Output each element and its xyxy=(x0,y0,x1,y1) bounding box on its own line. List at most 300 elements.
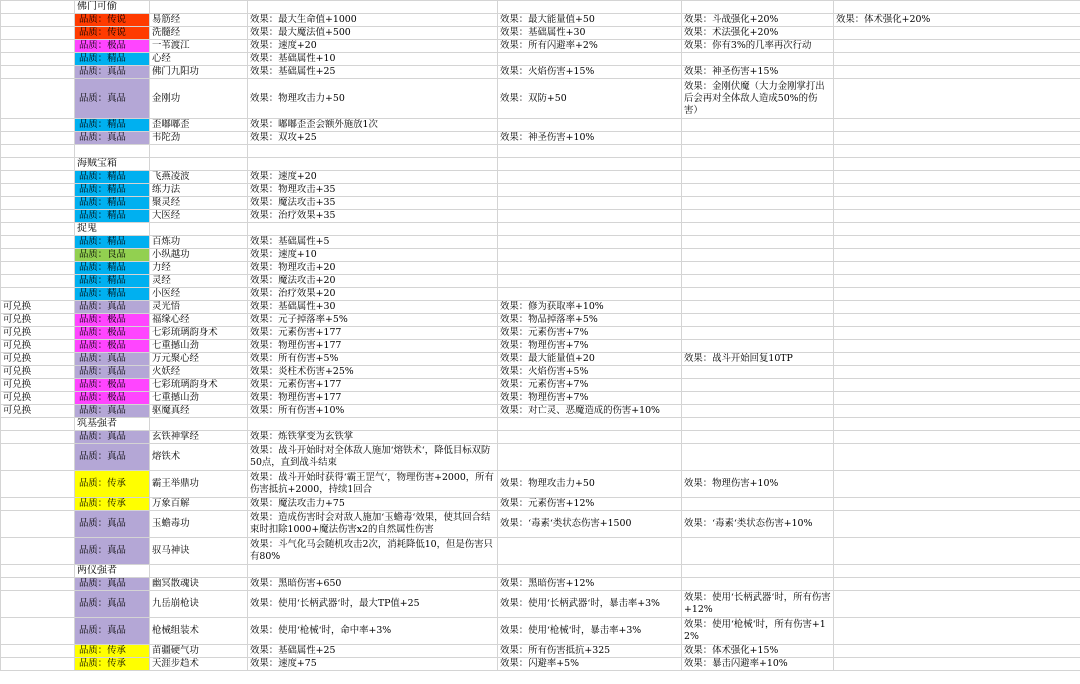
effect-cell-1[interactable]: 效果：物理伤害+177 xyxy=(248,340,498,353)
effect-cell-4[interactable] xyxy=(834,538,1080,565)
effect-cell-1[interactable]: 效果：双攻+25 xyxy=(248,132,498,145)
quality-cell[interactable]: 品质：真品 xyxy=(75,431,150,444)
effect-cell-3[interactable] xyxy=(682,210,834,223)
cell-prefix[interactable] xyxy=(1,132,75,145)
cell-empty[interactable] xyxy=(682,1,834,14)
effect-cell-4[interactable] xyxy=(834,288,1080,301)
quality-cell[interactable]: 品质：传承 xyxy=(75,471,150,498)
effect-cell-1[interactable]: 效果：元素伤害+177 xyxy=(248,379,498,392)
quality-cell[interactable]: 品质：真品 xyxy=(75,578,150,591)
effect-cell-4[interactable] xyxy=(834,645,1080,658)
cell-empty[interactable] xyxy=(248,145,498,158)
effect-cell-3[interactable]: 效果：术法强化+20% xyxy=(682,27,834,40)
cell-prefix[interactable] xyxy=(1,236,75,249)
cell-empty[interactable] xyxy=(248,158,498,171)
cell-empty[interactable] xyxy=(150,565,248,578)
effect-cell-3[interactable] xyxy=(682,538,834,565)
skill-name-cell[interactable]: 歪嘟嘟歪 xyxy=(150,119,248,132)
cell-prefix[interactable] xyxy=(1,288,75,301)
effect-cell-2[interactable]: 效果：使用‘枪械‘时，暴击率+3% xyxy=(498,618,682,645)
cell-prefix[interactable]: 可兑换 xyxy=(1,405,75,418)
quality-cell[interactable]: 品质：真品 xyxy=(75,66,150,79)
effect-cell-4[interactable] xyxy=(834,340,1080,353)
effect-cell-4[interactable] xyxy=(834,53,1080,66)
cell-prefix[interactable]: 可兑换 xyxy=(1,353,75,366)
quality-cell[interactable]: 品质：真品 xyxy=(75,618,150,645)
effect-cell-4[interactable] xyxy=(834,618,1080,645)
effect-cell-4[interactable] xyxy=(834,498,1080,511)
cell-empty[interactable] xyxy=(150,223,248,236)
effect-cell-1[interactable]: 效果：魔法攻击+35 xyxy=(248,197,498,210)
cell-prefix[interactable] xyxy=(1,1,75,14)
skill-name-cell[interactable]: 福缘心经 xyxy=(150,314,248,327)
quality-cell[interactable]: 品质：传承 xyxy=(75,658,150,671)
skill-name-cell[interactable]: 百炼功 xyxy=(150,236,248,249)
effect-cell-4[interactable] xyxy=(834,444,1080,471)
quality-cell[interactable]: 品质：精品 xyxy=(75,262,150,275)
cell-prefix[interactable]: 可兑换 xyxy=(1,314,75,327)
cell-prefix[interactable]: 可兑换 xyxy=(1,379,75,392)
skill-name-cell[interactable]: 驱魔真经 xyxy=(150,405,248,418)
effect-cell-2[interactable]: 效果：元素伤害+7% xyxy=(498,327,682,340)
skill-name-cell[interactable]: 驭马神诀 xyxy=(150,538,248,565)
effect-cell-2[interactable] xyxy=(498,197,682,210)
quality-cell[interactable]: 品质：精品 xyxy=(75,184,150,197)
effect-cell-2[interactable] xyxy=(498,210,682,223)
skill-name-cell[interactable]: 聚灵经 xyxy=(150,197,248,210)
cell-empty[interactable] xyxy=(834,565,1080,578)
cell-prefix[interactable] xyxy=(1,40,75,53)
effect-cell-2[interactable]: 效果：最大能量值+50 xyxy=(498,14,682,27)
skill-name-cell[interactable]: 万元聚心经 xyxy=(150,353,248,366)
cell-prefix[interactable] xyxy=(1,14,75,27)
quality-cell[interactable]: 品质：极品 xyxy=(75,327,150,340)
effect-cell-4[interactable] xyxy=(834,262,1080,275)
effect-cell-1[interactable]: 效果：战斗开始时获得‘霸王罡气‘，物理伤害+2000，所有伤害抵抗+2000，持续1回合 xyxy=(248,471,498,498)
skill-name-cell[interactable]: 九岳崩枪诀 xyxy=(150,591,248,618)
effect-cell-4[interactable] xyxy=(834,392,1080,405)
quality-cell[interactable]: 品质：极品 xyxy=(75,40,150,53)
skill-name-cell[interactable]: 七重撼山劲 xyxy=(150,392,248,405)
effect-cell-4[interactable] xyxy=(834,66,1080,79)
effect-cell-3[interactable] xyxy=(682,366,834,379)
effect-cell-4[interactable] xyxy=(834,591,1080,618)
effect-cell-1[interactable]: 效果：最大生命值+1000 xyxy=(248,14,498,27)
effect-cell-3[interactable] xyxy=(682,249,834,262)
effect-cell-3[interactable] xyxy=(682,379,834,392)
effect-cell-2[interactable]: 效果：物品掉落率+5% xyxy=(498,314,682,327)
cell-empty[interactable] xyxy=(834,223,1080,236)
effect-cell-1[interactable]: 效果：治疗效果+20 xyxy=(248,288,498,301)
effect-cell-1[interactable]: 效果：基础属性+30 xyxy=(248,301,498,314)
effect-cell-1[interactable]: 效果：物理攻击力+50 xyxy=(248,79,498,119)
skill-name-cell[interactable]: 熔铁术 xyxy=(150,444,248,471)
skill-name-cell[interactable]: 灵经 xyxy=(150,275,248,288)
cell-prefix[interactable] xyxy=(1,27,75,40)
cell-prefix[interactable] xyxy=(1,262,75,275)
effect-cell-2[interactable]: 效果：所有伤害抵抗+325 xyxy=(498,645,682,658)
skill-name-cell[interactable]: 金刚功 xyxy=(150,79,248,119)
cell-prefix[interactable] xyxy=(1,184,75,197)
effect-cell-2[interactable] xyxy=(498,119,682,132)
effect-cell-4[interactable]: 效果：体术强化+20% xyxy=(834,14,1080,27)
effect-cell-1[interactable]: 效果：所有伤害+5% xyxy=(248,353,498,366)
quality-cell[interactable]: 品质：真品 xyxy=(75,366,150,379)
effect-cell-2[interactable] xyxy=(498,288,682,301)
quality-cell[interactable]: 品质：真品 xyxy=(75,538,150,565)
effect-cell-1[interactable]: 效果：造成伤害时会对敌人施加‘玉蟾毒‘效果，使其回合结束时扣除1000+魔法伤害x2的自然属性伤害 xyxy=(248,511,498,538)
effect-cell-3[interactable] xyxy=(682,444,834,471)
skill-name-cell[interactable]: 力经 xyxy=(150,262,248,275)
effect-cell-3[interactable] xyxy=(682,184,834,197)
quality-cell[interactable]: 品质：真品 xyxy=(75,353,150,366)
cell-empty[interactable] xyxy=(834,145,1080,158)
effect-cell-4[interactable] xyxy=(834,40,1080,53)
skill-name-cell[interactable]: 天涯步趋术 xyxy=(150,658,248,671)
quality-cell[interactable]: 品质：真品 xyxy=(75,301,150,314)
effect-cell-2[interactable]: 效果：火焰伤害+5% xyxy=(498,366,682,379)
effect-cell-1[interactable]: 效果：速度+20 xyxy=(248,171,498,184)
effect-cell-3[interactable] xyxy=(682,340,834,353)
effect-cell-4[interactable] xyxy=(834,197,1080,210)
effect-cell-2[interactable]: 效果：所有闪避率+2% xyxy=(498,40,682,53)
effect-cell-3[interactable] xyxy=(682,197,834,210)
effect-cell-3[interactable]: 效果：使用‘枪械‘时，所有伤害+12% xyxy=(682,618,834,645)
cell-prefix[interactable] xyxy=(1,53,75,66)
cell-prefix[interactable] xyxy=(1,538,75,565)
effect-cell-4[interactable] xyxy=(834,184,1080,197)
cell-empty[interactable] xyxy=(682,565,834,578)
section-title[interactable]: 海贼宝箱 xyxy=(75,158,150,171)
effect-cell-3[interactable] xyxy=(682,275,834,288)
skill-name-cell[interactable]: 枪械组装术 xyxy=(150,618,248,645)
effect-cell-4[interactable] xyxy=(834,405,1080,418)
effect-cell-3[interactable] xyxy=(682,171,834,184)
effect-cell-1[interactable]: 效果：元素伤害+177 xyxy=(248,327,498,340)
effect-cell-1[interactable]: 效果：炼铁掌变为玄铁掌 xyxy=(248,431,498,444)
effect-cell-4[interactable] xyxy=(834,79,1080,119)
cell-empty[interactable] xyxy=(248,418,498,431)
effect-cell-1[interactable]: 效果：斗气化马会随机攻击2次，消耗降低10，但是伤害只有80% xyxy=(248,538,498,565)
cell-prefix[interactable] xyxy=(1,66,75,79)
quality-cell[interactable]: 品质：精品 xyxy=(75,53,150,66)
quality-cell[interactable]: 品质：精品 xyxy=(75,288,150,301)
cell-empty[interactable] xyxy=(498,158,682,171)
cell-prefix[interactable]: 可兑换 xyxy=(1,392,75,405)
cell-empty[interactable] xyxy=(75,145,150,158)
cell-prefix[interactable]: 可兑换 xyxy=(1,301,75,314)
cell-empty[interactable] xyxy=(498,145,682,158)
cell-prefix[interactable] xyxy=(1,210,75,223)
quality-cell[interactable]: 品质：极品 xyxy=(75,379,150,392)
effect-cell-2[interactable]: 效果：基础属性+30 xyxy=(498,27,682,40)
effect-cell-1[interactable]: 效果：物理攻击+20 xyxy=(248,262,498,275)
effect-cell-4[interactable] xyxy=(834,275,1080,288)
skill-name-cell[interactable]: 大医经 xyxy=(150,210,248,223)
cell-prefix[interactable] xyxy=(1,79,75,119)
effect-cell-2[interactable]: 效果：使用‘长柄武器‘时，暴击率+3% xyxy=(498,591,682,618)
effect-cell-2[interactable] xyxy=(498,184,682,197)
cell-prefix[interactable] xyxy=(1,275,75,288)
quality-cell[interactable]: 品质：真品 xyxy=(75,405,150,418)
effect-cell-4[interactable] xyxy=(834,27,1080,40)
quality-cell[interactable]: 品质：精品 xyxy=(75,197,150,210)
cell-empty[interactable] xyxy=(834,418,1080,431)
effect-cell-1[interactable]: 效果：炎柱术伤害+25% xyxy=(248,366,498,379)
cell-empty[interactable] xyxy=(248,565,498,578)
effect-cell-4[interactable] xyxy=(834,236,1080,249)
cell-prefix[interactable] xyxy=(1,223,75,236)
effect-cell-1[interactable]: 效果：治疗效果+35 xyxy=(248,210,498,223)
cell-empty[interactable] xyxy=(834,158,1080,171)
skill-name-cell[interactable]: 七彩琉璃韵身术 xyxy=(150,379,248,392)
effect-cell-1[interactable]: 效果：基础属性+25 xyxy=(248,645,498,658)
effect-cell-1[interactable]: 效果：基础属性+25 xyxy=(248,66,498,79)
cell-prefix[interactable] xyxy=(1,119,75,132)
effect-cell-2[interactable] xyxy=(498,275,682,288)
skill-name-cell[interactable]: 苗疆硬气功 xyxy=(150,645,248,658)
effect-cell-3[interactable]: 效果：使用‘长柄武器‘时，所有伤害+12% xyxy=(682,591,834,618)
effect-cell-4[interactable] xyxy=(834,431,1080,444)
skill-name-cell[interactable]: 玉蟾毒功 xyxy=(150,511,248,538)
cell-prefix[interactable]: 可兑换 xyxy=(1,340,75,353)
quality-cell[interactable]: 品质：精品 xyxy=(75,171,150,184)
skill-name-cell[interactable]: 一苇渡江 xyxy=(150,40,248,53)
effect-cell-1[interactable]: 效果：物理攻击+35 xyxy=(248,184,498,197)
skill-name-cell[interactable]: 练力法 xyxy=(150,184,248,197)
quality-cell[interactable]: 品质：良品 xyxy=(75,249,150,262)
cell-prefix[interactable]: 可兑换 xyxy=(1,366,75,379)
quality-cell[interactable]: 品质：真品 xyxy=(75,511,150,538)
effect-cell-4[interactable] xyxy=(834,171,1080,184)
effect-cell-2[interactable]: 效果：双防+50 xyxy=(498,79,682,119)
effect-cell-4[interactable] xyxy=(834,314,1080,327)
quality-cell[interactable]: 品质：精品 xyxy=(75,236,150,249)
section-title[interactable]: 两仪强者 xyxy=(75,565,150,578)
effect-cell-2[interactable]: 效果：物理伤害+7% xyxy=(498,340,682,353)
effect-cell-3[interactable] xyxy=(682,262,834,275)
effect-cell-3[interactable]: 效果：‘毒素‘类状态伤害+10% xyxy=(682,511,834,538)
cell-empty[interactable] xyxy=(248,1,498,14)
cell-prefix[interactable] xyxy=(1,511,75,538)
cell-empty[interactable] xyxy=(150,418,248,431)
effect-cell-4[interactable] xyxy=(834,578,1080,591)
effect-cell-3[interactable] xyxy=(682,392,834,405)
skill-name-cell[interactable]: 心经 xyxy=(150,53,248,66)
quality-cell[interactable]: 品质：真品 xyxy=(75,79,150,119)
cell-empty[interactable] xyxy=(150,1,248,14)
effect-cell-3[interactable] xyxy=(682,405,834,418)
effect-cell-1[interactable]: 效果：物理伤害+177 xyxy=(248,392,498,405)
skill-name-cell[interactable]: 佛门九阳功 xyxy=(150,66,248,79)
cell-empty[interactable] xyxy=(150,158,248,171)
cell-empty[interactable] xyxy=(498,1,682,14)
effect-cell-2[interactable] xyxy=(498,249,682,262)
skill-name-cell[interactable]: 灵光悟 xyxy=(150,301,248,314)
quality-cell[interactable]: 品质：精品 xyxy=(75,275,150,288)
effect-cell-3[interactable]: 效果：物理伤害+10% xyxy=(682,471,834,498)
cell-prefix[interactable] xyxy=(1,171,75,184)
effect-cell-3[interactable]: 效果：战斗开始回复10TP xyxy=(682,353,834,366)
effect-cell-1[interactable]: 效果：使用‘长柄武器‘时，最大TP值+25 xyxy=(248,591,498,618)
cell-prefix[interactable] xyxy=(1,658,75,671)
cell-empty[interactable] xyxy=(498,223,682,236)
quality-cell[interactable]: 品质：极品 xyxy=(75,314,150,327)
cell-empty[interactable] xyxy=(248,223,498,236)
effect-cell-3[interactable] xyxy=(682,498,834,511)
section-title[interactable]: 筑基强者 xyxy=(75,418,150,431)
effect-cell-4[interactable] xyxy=(834,511,1080,538)
cell-empty[interactable] xyxy=(1,145,75,158)
effect-cell-4[interactable] xyxy=(834,366,1080,379)
effect-cell-4[interactable] xyxy=(834,119,1080,132)
skill-name-cell[interactable]: 七重撼山劲 xyxy=(150,340,248,353)
cell-prefix[interactable] xyxy=(1,197,75,210)
effect-cell-1[interactable]: 效果：最大魔法值+500 xyxy=(248,27,498,40)
effect-cell-4[interactable] xyxy=(834,658,1080,671)
skill-name-cell[interactable]: 万象百解 xyxy=(150,498,248,511)
skill-name-cell[interactable]: 小医经 xyxy=(150,288,248,301)
quality-cell[interactable]: 品质：精品 xyxy=(75,119,150,132)
effect-cell-4[interactable] xyxy=(834,210,1080,223)
skill-name-cell[interactable]: 玄铁神掌经 xyxy=(150,431,248,444)
effect-cell-4[interactable] xyxy=(834,249,1080,262)
cell-empty[interactable] xyxy=(498,418,682,431)
effect-cell-1[interactable]: 效果：速度+75 xyxy=(248,658,498,671)
quality-cell[interactable]: 品质：传说 xyxy=(75,14,150,27)
effect-cell-2[interactable]: 效果：黑暗伤害+12% xyxy=(498,578,682,591)
cell-prefix[interactable] xyxy=(1,444,75,471)
effect-cell-2[interactable]: 效果：对亡灵、恶魔造成的伤害+10% xyxy=(498,405,682,418)
quality-cell[interactable]: 品质：真品 xyxy=(75,591,150,618)
effect-cell-3[interactable] xyxy=(682,53,834,66)
quality-cell[interactable]: 品质：传承 xyxy=(75,645,150,658)
cell-prefix[interactable]: 可兑换 xyxy=(1,327,75,340)
quality-cell[interactable]: 品质：传承 xyxy=(75,498,150,511)
cell-prefix[interactable] xyxy=(1,565,75,578)
effect-cell-2[interactable] xyxy=(498,262,682,275)
effect-cell-4[interactable] xyxy=(834,327,1080,340)
cell-prefix[interactable] xyxy=(1,471,75,498)
effect-cell-2[interactable]: 效果：闪避率+5% xyxy=(498,658,682,671)
cell-empty[interactable] xyxy=(682,223,834,236)
cell-prefix[interactable] xyxy=(1,578,75,591)
cell-prefix[interactable] xyxy=(1,498,75,511)
effect-cell-3[interactable]: 效果：暴击闪避率+10% xyxy=(682,658,834,671)
effect-cell-1[interactable]: 效果：所有伤害+10% xyxy=(248,405,498,418)
cell-prefix[interactable] xyxy=(1,618,75,645)
effect-cell-3[interactable] xyxy=(682,236,834,249)
quality-cell[interactable]: 品质：真品 xyxy=(75,132,150,145)
effect-cell-1[interactable]: 效果：战斗开始时对全体敌人施加‘熔铁术‘，降低目标双防50点，直到战斗结束 xyxy=(248,444,498,471)
effect-cell-3[interactable] xyxy=(682,301,834,314)
cell-prefix[interactable] xyxy=(1,249,75,262)
effect-cell-3[interactable]: 效果：神圣伤害+15% xyxy=(682,66,834,79)
skill-name-cell[interactable]: 飞燕凌波 xyxy=(150,171,248,184)
skill-name-cell[interactable]: 七彩琉璃韵身术 xyxy=(150,327,248,340)
cell-empty[interactable] xyxy=(498,565,682,578)
effect-cell-3[interactable] xyxy=(682,288,834,301)
effect-cell-4[interactable] xyxy=(834,301,1080,314)
quality-cell[interactable]: 品质：传说 xyxy=(75,27,150,40)
skill-name-cell[interactable]: 易筋经 xyxy=(150,14,248,27)
quality-cell[interactable]: 品质：极品 xyxy=(75,392,150,405)
effect-cell-3[interactable] xyxy=(682,327,834,340)
effect-cell-3[interactable]: 效果：金刚伏魔（大力金刚掌打出后会再对全体敌人造成50%的伤害） xyxy=(682,79,834,119)
effect-cell-2[interactable]: 效果：元素伤害+7% xyxy=(498,379,682,392)
cell-prefix[interactable] xyxy=(1,591,75,618)
effect-cell-2[interactable]: 效果：物理攻击力+50 xyxy=(498,471,682,498)
effect-cell-3[interactable] xyxy=(682,132,834,145)
effect-cell-2[interactable]: 效果：最大能量值+20 xyxy=(498,353,682,366)
cell-empty[interactable] xyxy=(682,418,834,431)
skill-name-cell[interactable]: 火妖经 xyxy=(150,366,248,379)
effect-cell-2[interactable] xyxy=(498,431,682,444)
effect-cell-3[interactable]: 效果：斗战强化+20% xyxy=(682,14,834,27)
effect-cell-1[interactable]: 效果：元子掉落率+5% xyxy=(248,314,498,327)
section-title[interactable]: 捉鬼 xyxy=(75,223,150,236)
effect-cell-2[interactable] xyxy=(498,171,682,184)
effect-cell-4[interactable] xyxy=(834,471,1080,498)
effect-cell-1[interactable]: 效果：速度+20 xyxy=(248,40,498,53)
effect-cell-2[interactable] xyxy=(498,538,682,565)
skill-name-cell[interactable]: 幽冥散魂诀 xyxy=(150,578,248,591)
effect-cell-4[interactable] xyxy=(834,379,1080,392)
effect-cell-2[interactable] xyxy=(498,236,682,249)
effect-cell-2[interactable]: 效果：物理伤害+7% xyxy=(498,392,682,405)
quality-cell[interactable]: 品质：精品 xyxy=(75,210,150,223)
effect-cell-4[interactable] xyxy=(834,132,1080,145)
cell-prefix[interactable] xyxy=(1,418,75,431)
effect-cell-4[interactable] xyxy=(834,353,1080,366)
cell-empty[interactable] xyxy=(682,158,834,171)
effect-cell-3[interactable] xyxy=(682,578,834,591)
effect-cell-2[interactable]: 效果：修为获取率+10% xyxy=(498,301,682,314)
cell-empty[interactable] xyxy=(150,145,248,158)
cell-prefix[interactable] xyxy=(1,645,75,658)
quality-cell[interactable]: 品质：真品 xyxy=(75,444,150,471)
effect-cell-1[interactable]: 效果：基础属性+10 xyxy=(248,53,498,66)
effect-cell-1[interactable]: 效果：魔法攻击+20 xyxy=(248,275,498,288)
effect-cell-3[interactable]: 效果：你有3%的几率再次行动 xyxy=(682,40,834,53)
skill-name-cell[interactable]: 小纵越功 xyxy=(150,249,248,262)
effect-cell-2[interactable]: 效果：神圣伤害+10% xyxy=(498,132,682,145)
skill-name-cell[interactable]: 洗髓经 xyxy=(150,27,248,40)
cell-empty[interactable] xyxy=(834,1,1080,14)
skill-name-cell[interactable]: 韦陀劲 xyxy=(150,132,248,145)
effect-cell-2[interactable]: 效果：火焰伤害+15% xyxy=(498,66,682,79)
effect-cell-2[interactable]: 效果：‘毒素‘类状态伤害+1500 xyxy=(498,511,682,538)
cell-empty[interactable] xyxy=(682,145,834,158)
effect-cell-2[interactable] xyxy=(498,444,682,471)
effect-cell-1[interactable]: 效果：嘟嘟歪歪会额外施放1次 xyxy=(248,119,498,132)
effect-cell-2[interactable]: 效果：元素伤害+12% xyxy=(498,498,682,511)
cell-prefix[interactable] xyxy=(1,158,75,171)
skill-name-cell[interactable]: 霸王举鼎功 xyxy=(150,471,248,498)
effect-cell-1[interactable]: 效果：黑暗伤害+650 xyxy=(248,578,498,591)
cell-prefix[interactable] xyxy=(1,431,75,444)
effect-cell-1[interactable]: 效果：使用‘枪械‘时，命中率+3% xyxy=(248,618,498,645)
effect-cell-3[interactable] xyxy=(682,314,834,327)
effect-cell-3[interactable] xyxy=(682,431,834,444)
quality-cell[interactable]: 品质：极品 xyxy=(75,340,150,353)
effect-cell-1[interactable]: 效果：魔法攻击力+75 xyxy=(248,498,498,511)
section-title[interactable]: 佛门可偷 xyxy=(75,1,150,14)
effect-cell-3[interactable] xyxy=(682,119,834,132)
effect-cell-2[interactable] xyxy=(498,53,682,66)
effect-cell-3[interactable]: 效果：体术强化+15% xyxy=(682,645,834,658)
effect-cell-1[interactable]: 效果：速度+10 xyxy=(248,249,498,262)
